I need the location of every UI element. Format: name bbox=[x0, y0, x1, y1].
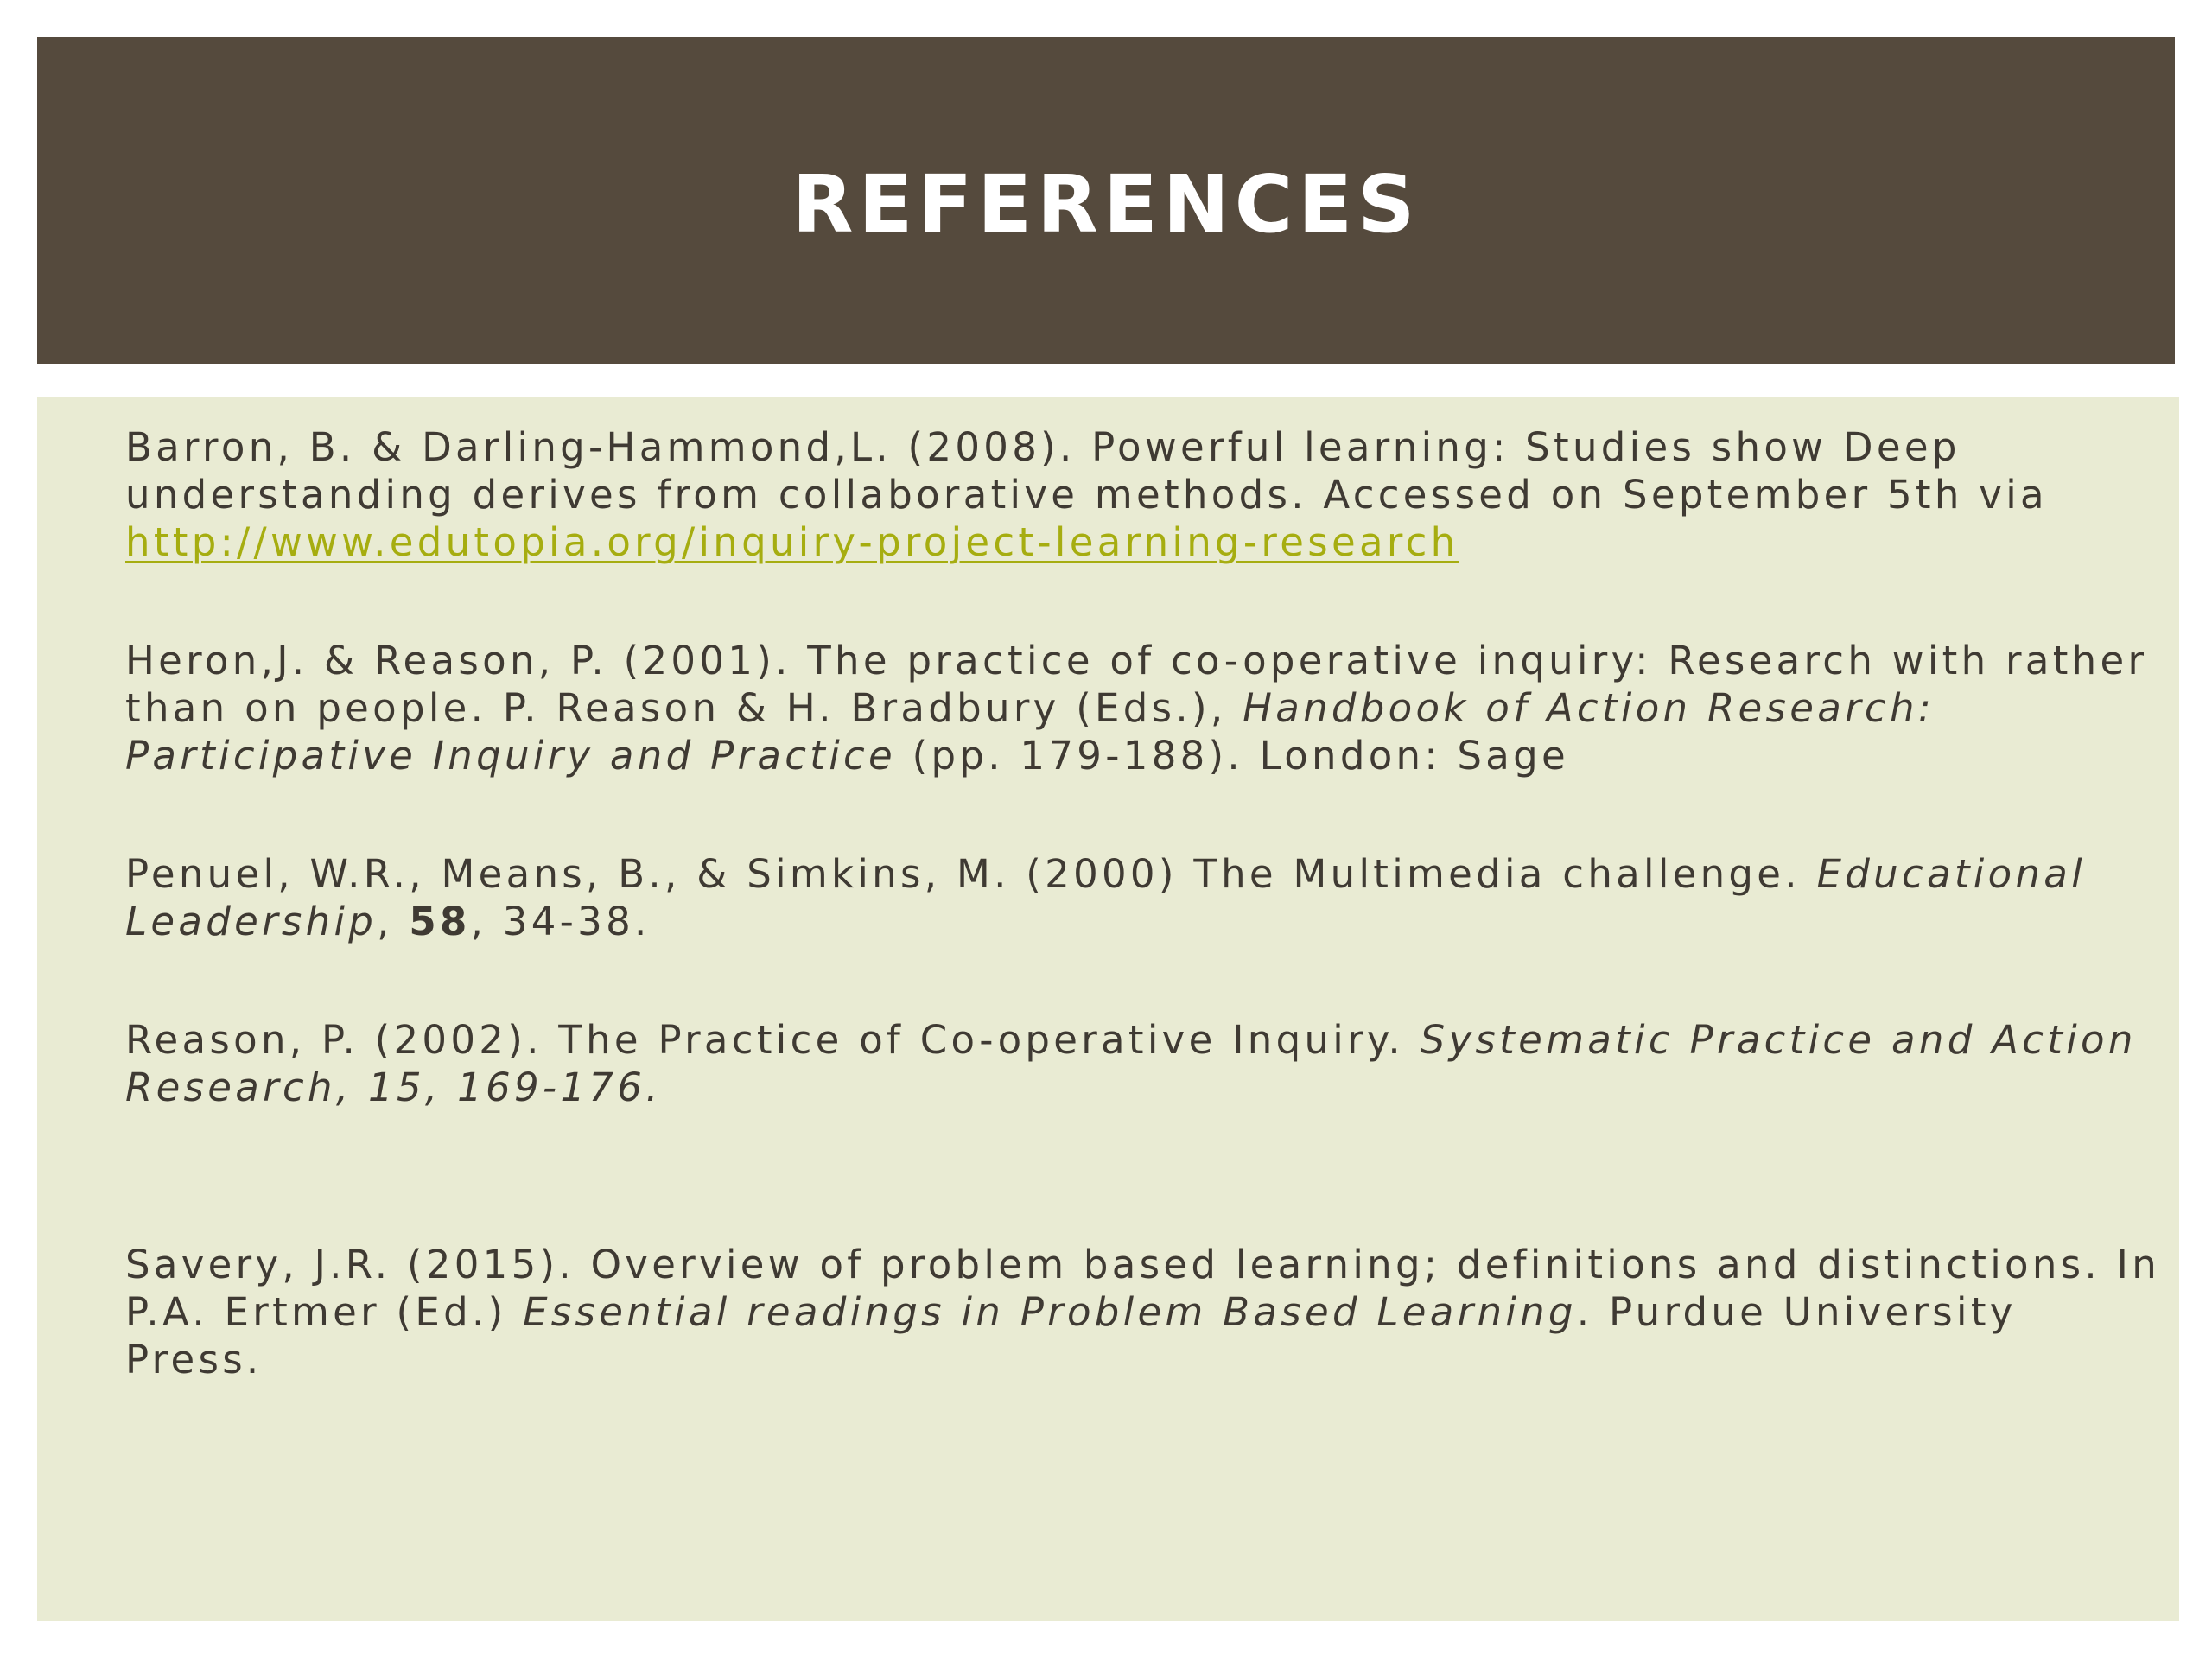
reference-text-after: , 34-38. bbox=[470, 899, 651, 944]
reference-barron-2008 bbox=[125, 423, 2164, 566]
reference-journal-title: Educational Leadership bbox=[125, 851, 2086, 944]
references-panel bbox=[37, 397, 2179, 1621]
reference-text-after: . Purdue University Press. bbox=[125, 1289, 2017, 1382]
reference-heron-2001 bbox=[125, 637, 2164, 779]
reference-text: Savery, J.R. (2015). Overview of problem based learning; definitions and distinctions. In P.A. Ertmer (Ed.) bbox=[125, 1242, 2161, 1335]
reference-text: Penuel, W.R., Means, B., & Simkins, M. (2000) The Multimedia challenge. bbox=[125, 851, 1817, 897]
title-banner bbox=[37, 37, 2175, 364]
reference-text: Barron, B. & Darling-Hammond,L. (2008). Powerful learning: Studies show Deep understanding derives from collaborative methods. Accessed on September 5th via bbox=[125, 424, 2048, 518]
reference-journal-title: Systematic Practice and Action Research, 15, 169-176. bbox=[125, 1017, 2137, 1110]
reference-comma: , bbox=[377, 899, 410, 944]
reference-penuel-2000 bbox=[125, 850, 2164, 945]
edutopia-link[interactable]: http://www.edutopia.org/inquiry-project-learning-research bbox=[125, 519, 1459, 565]
slide-title: REFERENCES bbox=[791, 157, 1421, 251]
reference-volume: 58 bbox=[409, 899, 471, 944]
reference-book-title: Essential readings in Problem Based Learning bbox=[523, 1289, 1577, 1335]
reference-reason-2002 bbox=[125, 1016, 2164, 1111]
reference-text-after: (pp. 179-188). London: Sage bbox=[896, 733, 1570, 779]
reference-savery-2015 bbox=[125, 1241, 2164, 1383]
reference-book-title: Handbook of Action Research: Participative Inquiry and Practice bbox=[125, 685, 1936, 779]
reference-text: Heron,J. & Reason, P. (2001). The practice of co-operative inquiry: Research with rather than on people. P. Reason & H. Bradbury (Eds.), bbox=[125, 638, 2148, 731]
reference-list bbox=[125, 423, 2164, 1383]
reference-text: Reason, P. (2002). The Practice of Co-operative Inquiry. bbox=[125, 1017, 1421, 1063]
